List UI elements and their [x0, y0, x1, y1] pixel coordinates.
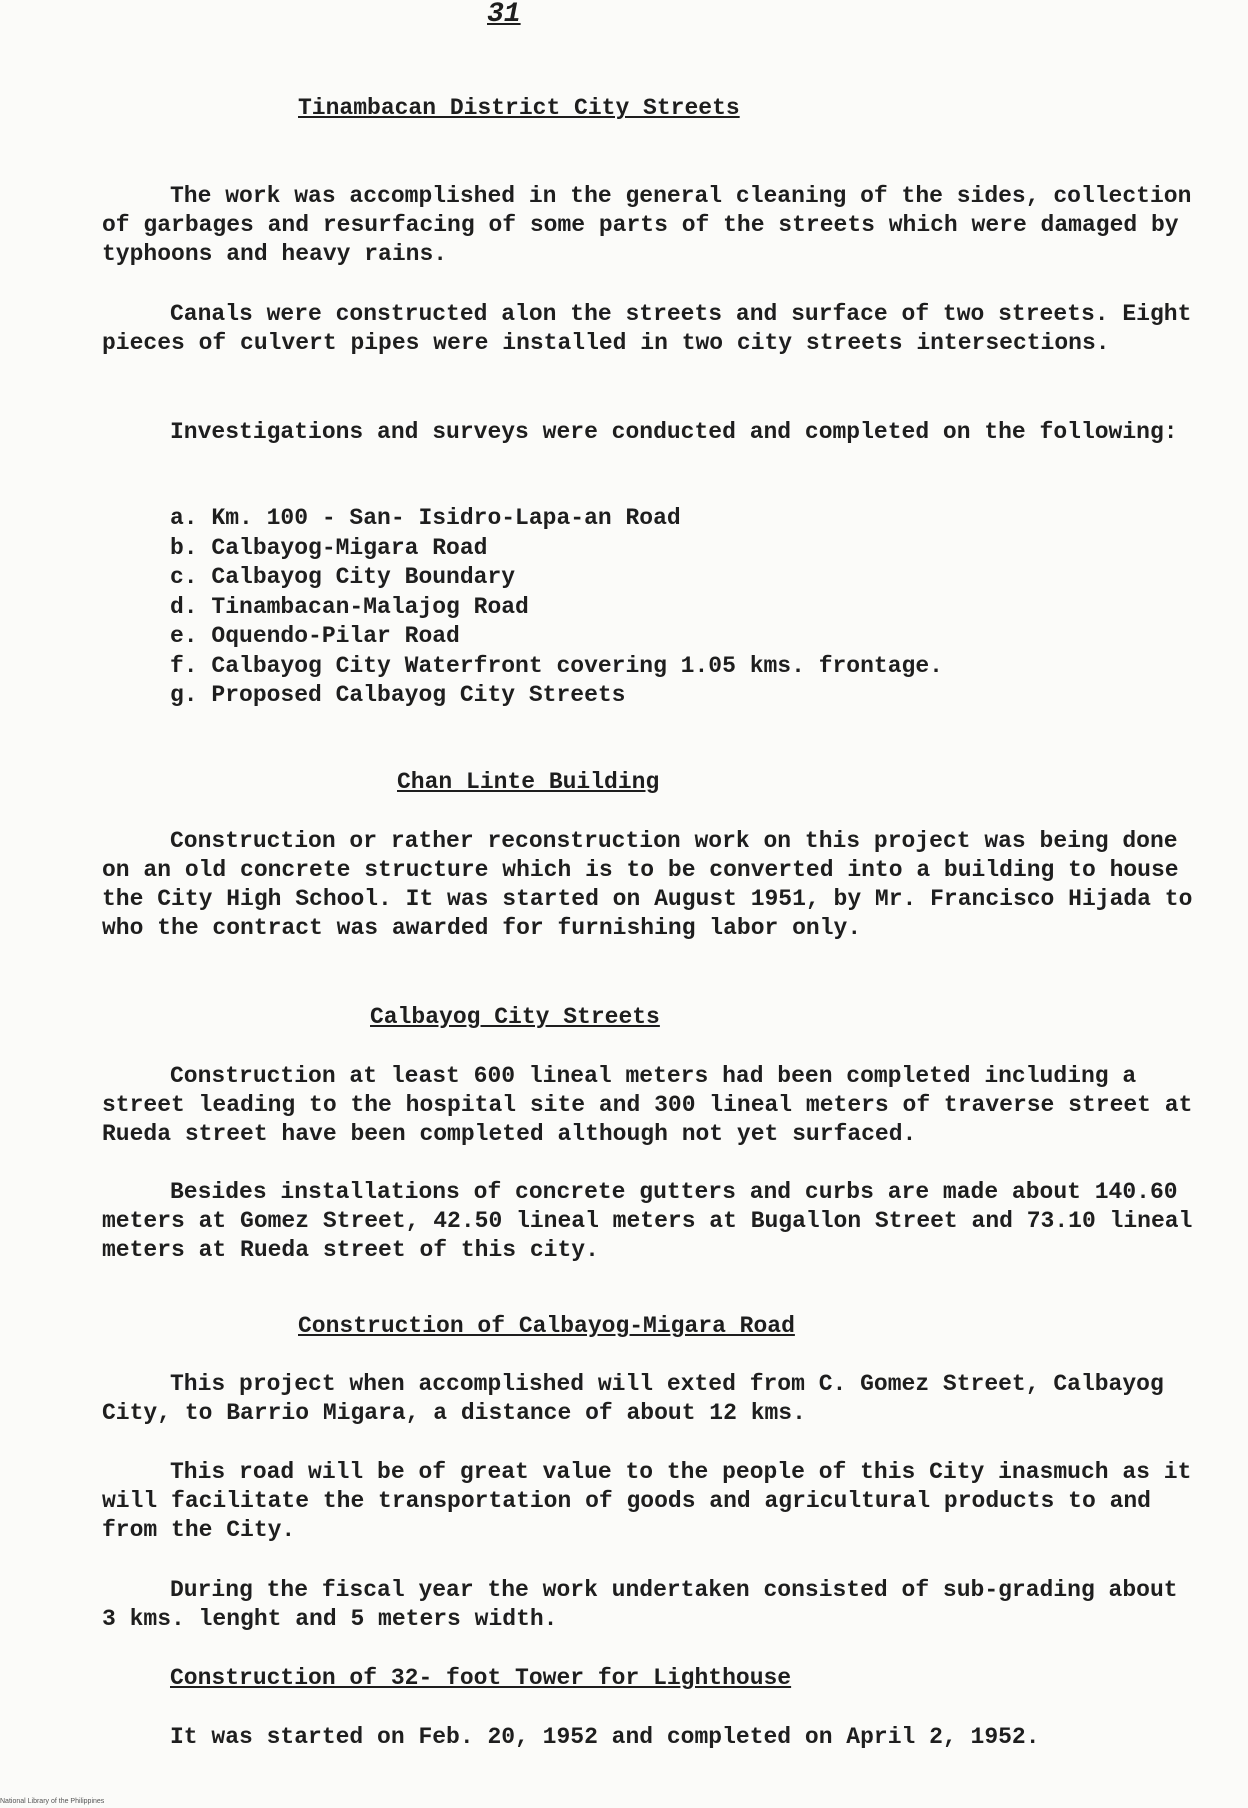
section-heading-chan-linte: Chan Linte Building: [397, 769, 660, 795]
page-number: 31: [487, 0, 521, 30]
list-item: g. Proposed Calbayog City Streets: [170, 682, 626, 708]
section-heading-tinambacan: Tinambacan District City Streets: [298, 95, 740, 121]
paragraph: Construction or rather reconstruction work on this project was being done on an old concrete structure which is to be converted into a building to house the City High School. It was started on August 1951, by Mr. Francisco Hijada to who the contract was awarded for furnishing labor only.: [102, 828, 1193, 941]
paragraph: Construction at least 600 lineal meters had been completed including a street leading to the hospital site and 300 lineal meters of traverse street at Rueda street have been completed although not yet surfaced.: [102, 1063, 1193, 1147]
list-item: c. Calbayog City Boundary: [170, 564, 516, 590]
section-heading-calbayog-streets: Calbayog City Streets: [370, 1004, 660, 1030]
paragraph: This project when accomplished will exted from C. Gomez Street, Calbayog City, to Barrio Migara, a distance of about 12 kms.: [102, 1371, 1164, 1426]
list-item: f. Calbayog City Waterfront covering 1.05 kms. frontage.: [170, 652, 943, 679]
list-item: e. Oquendo-Pilar Road: [170, 623, 460, 649]
paragraph: The work was accomplished in the general cleaning of the sides, collection of garbages and resurfacing of some parts of the streets which were damaged by typhoons and heavy rains.: [102, 183, 1192, 267]
section-heading-calbayog-migara-road: Construction of Calbayog-Migara Road: [298, 1313, 795, 1339]
paragraph: Canals were constructed alon the streets and surface of two streets. Eight pieces of culvert pipes were installed in two city streets intersections.: [102, 301, 1192, 356]
paragraph: It was started on Feb. 20, 1952 and completed on April 2, 1952.: [170, 1724, 1040, 1750]
paragraph: During the fiscal year the work undertaken consisted of sub-grading about 3 kms. lenght and 5 meters width.: [102, 1577, 1178, 1632]
list-item: b. Calbayog-Migara Road: [170, 534, 488, 561]
paragraph: Besides installations of concrete gutters and curbs are made about 140.60 meters at Gomez Street, 42.50 lineal meters at Bugallon Street and 73.10 lineal meters at Rueda street of this city.: [102, 1179, 1193, 1263]
library-footer: National Library of the Philippines: [0, 1798, 105, 1805]
list-item: a. Km. 100 - San- Isidro-Lapa-an Road: [170, 505, 681, 531]
paragraph: This road will be of great value to the people of this City inasmuch as it will facilitate the transportation of goods and agricultural products to and from the City.: [102, 1459, 1192, 1543]
paragraph: Investigations and surveys were conducted and completed on the following:: [170, 419, 1178, 445]
surveyed-roads-list: [170, 504, 943, 711]
section-heading-lighthouse-tower: Construction of 32- foot Tower for Lighthouse: [170, 1665, 792, 1691]
list-item: d. Tinambacan-Malajog Road: [170, 593, 529, 620]
